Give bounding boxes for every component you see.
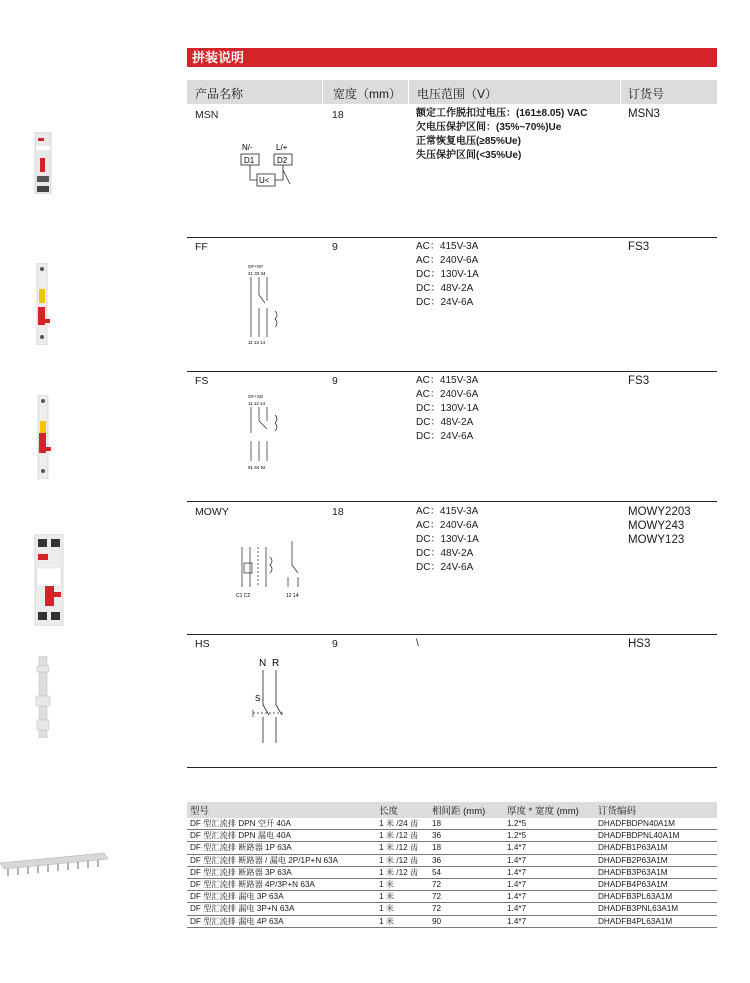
- table-row: [187, 830, 717, 842]
- row-msn-voltage: 额定工作脱扣过电压：(161±8.05) VAC 欠电压保护区间：(35%~70%)Ue 正常恢复电压(≥85%Ue) 失压保护区间(<35%Ue): [416, 108, 588, 161]
- table-cell: 18: [429, 818, 504, 830]
- header-product-name: 产品名称: [195, 87, 244, 101]
- table-header: [187, 80, 717, 104]
- row-fs-order: FS3: [628, 375, 650, 387]
- svg-text:N: N: [259, 658, 267, 669]
- fs-product-image: [34, 395, 52, 479]
- table-cell: 36: [429, 830, 504, 842]
- row-hs-width: 9: [332, 638, 338, 650]
- table-cell: 1.4*7: [504, 878, 595, 890]
- mowy-wiring-diagram: [232, 537, 307, 602]
- row-msn-name: MSN: [195, 109, 219, 121]
- row-fs-name: FS: [195, 375, 209, 387]
- busbar-product-image: [0, 845, 110, 885]
- table-row: [187, 854, 717, 866]
- row-ff-name: FF: [195, 241, 208, 253]
- svg-text:D1: D1: [244, 156, 255, 165]
- row-fs-voltage: AC：415V-3A AC：240V-6A DC：130V-1A DC：48V-2A DC：24V-6A: [416, 375, 479, 442]
- busbar-header-order-code: 订货编码: [595, 802, 717, 818]
- header-voltage: 电压范围（V）: [417, 87, 498, 101]
- busbar-header-spacing: 相间距 (mm): [429, 802, 504, 818]
- table-cell: 1.4*7: [504, 842, 595, 854]
- row-ff-order: FS3: [628, 241, 650, 253]
- msn-product-image: [33, 132, 53, 194]
- table-row: [187, 818, 717, 830]
- table-row: [187, 878, 717, 890]
- table-cell: DF 型汇流排 漏电 3P 63A: [187, 891, 376, 903]
- table-cell: 18: [429, 842, 504, 854]
- svg-text:U<: U<: [259, 176, 270, 185]
- table-cell: 72: [429, 878, 504, 890]
- table-cell: 72: [429, 891, 504, 903]
- msn-wiring-diagram: [230, 140, 300, 195]
- table-cell: DHADFB3P63A1M: [595, 866, 717, 878]
- svg-text:L/+: L/+: [276, 143, 288, 152]
- table-row: [187, 891, 717, 903]
- table-cell: DF 型汇流排 断路器 / 漏电 2P/1P+N 63A: [187, 854, 376, 866]
- table-cell: DF 型汇流排 漏电 4P 63A: [187, 915, 376, 927]
- svg-text:D2: D2: [277, 156, 288, 165]
- svg-text:R: R: [272, 658, 280, 669]
- table-cell: 1.4*7: [504, 903, 595, 915]
- table-cell: DF 型汇流排 漏电 3P+N 63A: [187, 903, 376, 915]
- table-cell: 1 米 /24 齿: [376, 818, 429, 830]
- table-cell: 1.4*7: [504, 915, 595, 927]
- hs-wiring-diagram: [245, 655, 295, 745]
- ff-wiring-diagram: [245, 263, 290, 348]
- mowy-product-image: [33, 534, 65, 626]
- svg-text:OF+OF: OF+OF: [248, 264, 264, 269]
- table-cell: 1.2*5: [504, 830, 595, 842]
- row-msn-order: MSN3: [628, 108, 660, 120]
- busbar-header-thickness: 厚度 * 宽度 (mm): [504, 802, 595, 818]
- table-cell: 1 米: [376, 878, 429, 890]
- ff-product-image: [33, 263, 51, 345]
- hs-product-image: [34, 656, 52, 738]
- table-cell: DHADFB2P63A1M: [595, 854, 717, 866]
- table-cell: DHADFB1P63A1M: [595, 842, 717, 854]
- row-fs-width: 9: [332, 375, 338, 387]
- svg-text:N/-: N/-: [242, 143, 253, 152]
- row-ff-voltage: AC：415V-3A AC：240V-6A DC：130V-1A DC：48V-2A DC：24V-6A: [416, 241, 479, 308]
- table-cell: DF 型汇流排 断路器 4P/3P+N 63A: [187, 878, 376, 890]
- row-ff-width: 9: [332, 241, 338, 253]
- table-cell: 1 米 /12 齿: [376, 842, 429, 854]
- table-cell: 1 米 /12 齿: [376, 830, 429, 842]
- table-cell: 1 米: [376, 903, 429, 915]
- table-row: [187, 842, 717, 854]
- table-cell: 1.2*5: [504, 818, 595, 830]
- table-cell: 1.4*7: [504, 854, 595, 866]
- row-msn-width: 18: [332, 109, 344, 121]
- table-cell: DF 型汇流排 DPN 空开 40A: [187, 818, 376, 830]
- row-hs-voltage: \: [416, 638, 419, 649]
- header-order-no: 订货号: [628, 87, 665, 101]
- svg-text:11 12 14: 11 12 14: [248, 401, 266, 406]
- table-row: [187, 915, 717, 927]
- table-cell: DHADFBDPNL40A1M: [595, 830, 717, 842]
- busbar-header-model: 型号: [187, 802, 376, 818]
- table-cell: DF 型汇流排 DPN 漏电 40A: [187, 830, 376, 842]
- table-cell: DHADFB3PL63A1M: [595, 891, 717, 903]
- table-cell: 1.4*7: [504, 891, 595, 903]
- svg-text:31 33 34: 31 33 34: [248, 271, 266, 276]
- table-cell: DF 型汇流排 断路器 1P 63A: [187, 842, 376, 854]
- table-cell: 1 米: [376, 891, 429, 903]
- table-cell: 54: [429, 866, 504, 878]
- row-hs-name: HS: [195, 638, 210, 650]
- table-cell: DF 型汇流排 断路器 3P 63A: [187, 866, 376, 878]
- row-hs-order: HS3: [628, 638, 651, 650]
- row-mowy-order: MOWY2203 MOWY243 MOWY123: [628, 506, 691, 546]
- table-cell: 1.4*7: [504, 866, 595, 878]
- row-mowy-width: 18: [332, 506, 344, 518]
- table-cell: 1 米: [376, 915, 429, 927]
- svg-text:S: S: [255, 694, 261, 703]
- table-row: [187, 903, 717, 915]
- svg-text:12 14: 12 14: [286, 593, 299, 599]
- svg-text:91 94 92: 91 94 92: [248, 465, 266, 470]
- row-mowy-name: MOWY: [195, 506, 229, 518]
- svg-text:11 13 14: 11 13 14: [248, 340, 266, 345]
- svg-text:C1 C2: C1 C2: [236, 593, 251, 599]
- table-cell: 90: [429, 915, 504, 927]
- table-cell: DHADFBDPN40A1M: [595, 818, 717, 830]
- table-cell: 36: [429, 854, 504, 866]
- section-title: 拼装说明: [187, 48, 717, 67]
- svg-text:OF+SD: OF+SD: [248, 394, 264, 399]
- table-row: [187, 866, 717, 878]
- busbar-header-length: 长度: [376, 802, 429, 818]
- table-cell: 1 米 /12 齿: [376, 854, 429, 866]
- table-cell: DHADFB4P63A1M: [595, 878, 717, 890]
- row-mowy-voltage: AC：415V-3A AC：240V-6A DC：130V-1A DC：48V-2A DC：24V-6A: [416, 506, 479, 573]
- header-width: 宽度（mm）: [333, 87, 401, 101]
- table-cell: DHADFB3PNL63A1M: [595, 903, 717, 915]
- table-cell: 72: [429, 903, 504, 915]
- fs-wiring-diagram: [245, 393, 295, 473]
- busbar-table: [187, 802, 717, 928]
- table-cell: DHADFB4PL63A1M: [595, 915, 717, 927]
- table-cell: 1 米 /12 齿: [376, 866, 429, 878]
